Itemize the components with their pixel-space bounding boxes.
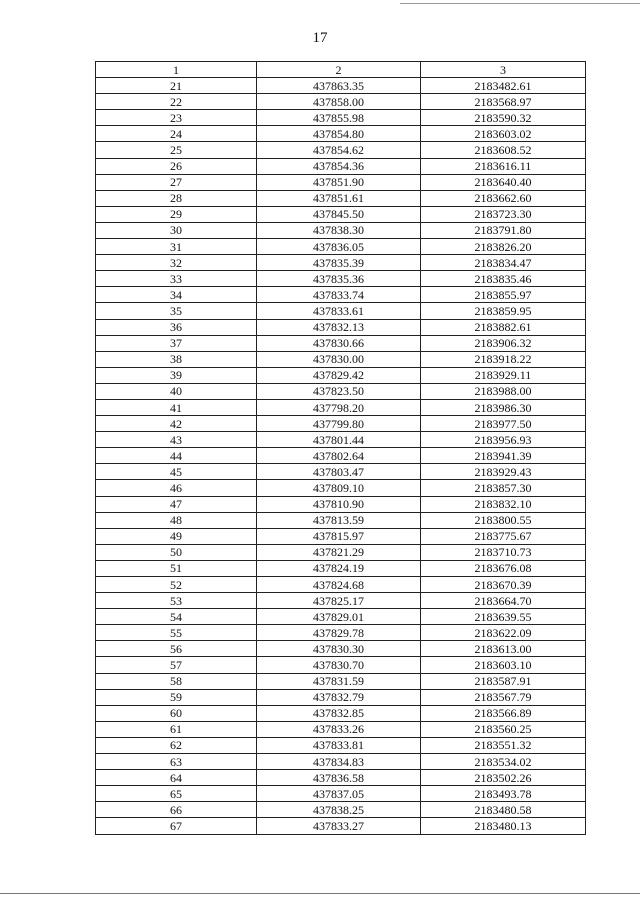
table-row bbox=[96, 818, 586, 834]
row-y-cell: 2183832.10 bbox=[421, 496, 586, 512]
table-row bbox=[96, 657, 586, 673]
row-x-cell: 437830.00 bbox=[257, 351, 421, 367]
row-y-cell: 2183551.32 bbox=[421, 737, 586, 753]
row-y-cell: 2183480.58 bbox=[421, 802, 586, 818]
row-point-cell: 66 bbox=[96, 802, 257, 818]
table-row bbox=[96, 432, 586, 448]
row-y-cell: 2183587.91 bbox=[421, 673, 586, 689]
row-point-cell: 64 bbox=[96, 770, 257, 786]
row-y-cell: 2183941.39 bbox=[421, 448, 586, 464]
table-row bbox=[96, 593, 586, 609]
row-point-cell: 24 bbox=[96, 126, 257, 142]
table-row bbox=[96, 577, 586, 593]
table-row bbox=[96, 174, 586, 190]
row-point-cell: 25 bbox=[96, 142, 257, 158]
row-point-cell: 39 bbox=[96, 367, 257, 383]
row-y-cell: 2183918.22 bbox=[421, 351, 586, 367]
row-x-cell: 437802.64 bbox=[257, 448, 421, 464]
row-x-cell: 437854.80 bbox=[257, 126, 421, 142]
row-x-cell: 437799.80 bbox=[257, 416, 421, 432]
row-point-cell: 44 bbox=[96, 448, 257, 464]
row-point-cell: 58 bbox=[96, 673, 257, 689]
table-row bbox=[96, 464, 586, 480]
row-y-cell: 2183480.13 bbox=[421, 818, 586, 834]
row-x-cell: 437824.19 bbox=[257, 560, 421, 576]
row-x-cell: 437821.29 bbox=[257, 544, 421, 560]
row-point-cell: 45 bbox=[96, 464, 257, 480]
row-point-cell: 43 bbox=[96, 432, 257, 448]
table-row bbox=[96, 641, 586, 657]
table-row bbox=[96, 673, 586, 689]
table-row bbox=[96, 94, 586, 110]
table-row bbox=[96, 544, 586, 560]
row-x-cell: 437835.36 bbox=[257, 271, 421, 287]
table-row bbox=[96, 383, 586, 399]
row-x-cell: 437832.85 bbox=[257, 705, 421, 721]
page-number: 17 bbox=[312, 30, 328, 46]
row-point-cell: 60 bbox=[96, 705, 257, 721]
row-point-cell: 37 bbox=[96, 335, 257, 351]
row-y-cell: 2183664.70 bbox=[421, 593, 586, 609]
row-y-cell: 2183567.79 bbox=[421, 689, 586, 705]
row-x-cell: 437833.74 bbox=[257, 287, 421, 303]
row-x-cell: 437830.30 bbox=[257, 641, 421, 657]
row-y-cell: 2183775.67 bbox=[421, 528, 586, 544]
row-x-cell: 437838.30 bbox=[257, 222, 421, 238]
row-x-cell: 437829.42 bbox=[257, 367, 421, 383]
row-x-cell: 437854.62 bbox=[257, 142, 421, 158]
table-row bbox=[96, 512, 586, 528]
table-row bbox=[96, 222, 586, 238]
row-point-cell: 56 bbox=[96, 641, 257, 657]
row-y-cell: 2183882.61 bbox=[421, 319, 586, 335]
row-point-cell: 22 bbox=[96, 94, 257, 110]
row-y-cell: 2183929.11 bbox=[421, 367, 586, 383]
row-point-cell: 30 bbox=[96, 222, 257, 238]
table-row bbox=[96, 625, 586, 641]
table-row bbox=[96, 480, 586, 496]
row-x-cell: 437836.05 bbox=[257, 239, 421, 255]
row-x-cell: 437833.81 bbox=[257, 737, 421, 753]
row-y-cell: 2183670.39 bbox=[421, 577, 586, 593]
row-x-cell: 437809.10 bbox=[257, 480, 421, 496]
row-y-cell: 2183800.55 bbox=[421, 512, 586, 528]
row-point-cell: 35 bbox=[96, 303, 257, 319]
table-row bbox=[96, 737, 586, 753]
table-row bbox=[96, 528, 586, 544]
row-x-cell: 437830.66 bbox=[257, 335, 421, 351]
row-x-cell: 437833.61 bbox=[257, 303, 421, 319]
row-y-cell: 2183566.89 bbox=[421, 705, 586, 721]
table-row bbox=[96, 126, 586, 142]
row-x-cell: 437833.26 bbox=[257, 721, 421, 737]
table-row bbox=[96, 271, 586, 287]
row-x-cell: 437851.90 bbox=[257, 174, 421, 190]
row-y-cell: 2183590.32 bbox=[421, 110, 586, 126]
table-row bbox=[96, 705, 586, 721]
table-header-row bbox=[96, 62, 586, 78]
row-x-cell: 437825.17 bbox=[257, 593, 421, 609]
row-x-cell: 437830.70 bbox=[257, 657, 421, 673]
row-point-cell: 47 bbox=[96, 496, 257, 512]
row-point-cell: 23 bbox=[96, 110, 257, 126]
row-point-cell: 53 bbox=[96, 593, 257, 609]
row-point-cell: 55 bbox=[96, 625, 257, 641]
row-x-cell: 437824.68 bbox=[257, 577, 421, 593]
row-point-cell: 40 bbox=[96, 383, 257, 399]
row-y-cell: 2183986.30 bbox=[421, 399, 586, 415]
row-point-cell: 48 bbox=[96, 512, 257, 528]
row-y-cell: 2183482.61 bbox=[421, 78, 586, 94]
row-point-cell: 34 bbox=[96, 287, 257, 303]
row-point-cell: 59 bbox=[96, 689, 257, 705]
row-x-cell: 437854.36 bbox=[257, 158, 421, 174]
row-point-cell: 27 bbox=[96, 174, 257, 190]
row-y-cell: 2183502.26 bbox=[421, 770, 586, 786]
row-point-cell: 63 bbox=[96, 754, 257, 770]
table-row bbox=[96, 770, 586, 786]
row-y-cell: 2183616.11 bbox=[421, 158, 586, 174]
row-y-cell: 2183622.09 bbox=[421, 625, 586, 641]
table-row bbox=[96, 754, 586, 770]
row-y-cell: 2183857.30 bbox=[421, 480, 586, 496]
row-y-cell: 2183710.73 bbox=[421, 544, 586, 560]
row-point-cell: 31 bbox=[96, 239, 257, 255]
row-x-cell: 437803.47 bbox=[257, 464, 421, 480]
row-x-cell: 437815.97 bbox=[257, 528, 421, 544]
row-point-cell: 61 bbox=[96, 721, 257, 737]
row-point-cell: 42 bbox=[96, 416, 257, 432]
table-row bbox=[96, 335, 586, 351]
table-row bbox=[96, 303, 586, 319]
table-row bbox=[96, 786, 586, 802]
row-point-cell: 32 bbox=[96, 255, 257, 271]
row-x-cell: 437863.35 bbox=[257, 78, 421, 94]
row-point-cell: 67 bbox=[96, 818, 257, 834]
top-edge-rule bbox=[400, 3, 640, 4]
row-x-cell: 437832.13 bbox=[257, 319, 421, 335]
row-x-cell: 437845.50 bbox=[257, 206, 421, 222]
row-y-cell: 2183613.00 bbox=[421, 641, 586, 657]
row-y-cell: 2183676.08 bbox=[421, 560, 586, 576]
row-y-cell: 2183493.78 bbox=[421, 786, 586, 802]
header-cell-point: 1 bbox=[96, 62, 257, 78]
header-cell-y: 3 bbox=[421, 62, 586, 78]
table-row bbox=[96, 351, 586, 367]
row-y-cell: 2183639.55 bbox=[421, 609, 586, 625]
table-row bbox=[96, 110, 586, 126]
table-row bbox=[96, 399, 586, 415]
row-y-cell: 2183662.60 bbox=[421, 190, 586, 206]
table-row bbox=[96, 78, 586, 94]
table-row bbox=[96, 142, 586, 158]
table-body bbox=[96, 62, 586, 835]
row-x-cell: 437835.39 bbox=[257, 255, 421, 271]
row-y-cell: 2183640.40 bbox=[421, 174, 586, 190]
table-row bbox=[96, 287, 586, 303]
row-x-cell: 437801.44 bbox=[257, 432, 421, 448]
row-point-cell: 28 bbox=[96, 190, 257, 206]
row-y-cell: 2183534.02 bbox=[421, 754, 586, 770]
row-y-cell: 2183791.80 bbox=[421, 222, 586, 238]
table-row bbox=[96, 496, 586, 512]
row-x-cell: 437829.78 bbox=[257, 625, 421, 641]
table-row bbox=[96, 158, 586, 174]
row-y-cell: 2183956.93 bbox=[421, 432, 586, 448]
row-point-cell: 21 bbox=[96, 78, 257, 94]
row-point-cell: 38 bbox=[96, 351, 257, 367]
row-point-cell: 46 bbox=[96, 480, 257, 496]
coordinates-table bbox=[95, 61, 586, 835]
table-row bbox=[96, 802, 586, 818]
row-y-cell: 2183826.20 bbox=[421, 239, 586, 255]
row-x-cell: 437851.61 bbox=[257, 190, 421, 206]
table-row bbox=[96, 190, 586, 206]
table-row bbox=[96, 319, 586, 335]
row-y-cell: 2183835.46 bbox=[421, 271, 586, 287]
row-point-cell: 36 bbox=[96, 319, 257, 335]
row-y-cell: 2183603.02 bbox=[421, 126, 586, 142]
row-point-cell: 57 bbox=[96, 657, 257, 673]
row-point-cell: 41 bbox=[96, 399, 257, 415]
table-row bbox=[96, 239, 586, 255]
row-x-cell: 437858.00 bbox=[257, 94, 421, 110]
table-row bbox=[96, 689, 586, 705]
table-row bbox=[96, 206, 586, 222]
table-row bbox=[96, 367, 586, 383]
row-y-cell: 2183723.30 bbox=[421, 206, 586, 222]
row-x-cell: 437838.25 bbox=[257, 802, 421, 818]
row-point-cell: 51 bbox=[96, 560, 257, 576]
table-row bbox=[96, 255, 586, 271]
row-point-cell: 50 bbox=[96, 544, 257, 560]
row-x-cell: 437832.79 bbox=[257, 689, 421, 705]
row-x-cell: 437823.50 bbox=[257, 383, 421, 399]
row-point-cell: 26 bbox=[96, 158, 257, 174]
row-y-cell: 2183906.32 bbox=[421, 335, 586, 351]
row-point-cell: 49 bbox=[96, 528, 257, 544]
row-point-cell: 52 bbox=[96, 577, 257, 593]
row-y-cell: 2183834.47 bbox=[421, 255, 586, 271]
row-y-cell: 2183560.25 bbox=[421, 721, 586, 737]
row-y-cell: 2183977.50 bbox=[421, 416, 586, 432]
row-y-cell: 2183988.00 bbox=[421, 383, 586, 399]
table-row bbox=[96, 448, 586, 464]
table-row bbox=[96, 560, 586, 576]
row-y-cell: 2183608.52 bbox=[421, 142, 586, 158]
row-x-cell: 437798.20 bbox=[257, 399, 421, 415]
table-row bbox=[96, 416, 586, 432]
row-x-cell: 437831.59 bbox=[257, 673, 421, 689]
row-point-cell: 62 bbox=[96, 737, 257, 753]
row-y-cell: 2183855.97 bbox=[421, 287, 586, 303]
row-y-cell: 2183929.43 bbox=[421, 464, 586, 480]
header-cell-x: 2 bbox=[257, 62, 421, 78]
row-x-cell: 437833.27 bbox=[257, 818, 421, 834]
row-x-cell: 437855.98 bbox=[257, 110, 421, 126]
table-row bbox=[96, 721, 586, 737]
row-point-cell: 65 bbox=[96, 786, 257, 802]
row-y-cell: 2183568.97 bbox=[421, 94, 586, 110]
row-x-cell: 437837.05 bbox=[257, 786, 421, 802]
row-point-cell: 29 bbox=[96, 206, 257, 222]
row-x-cell: 437810.90 bbox=[257, 496, 421, 512]
table-row bbox=[96, 609, 586, 625]
bottom-edge-rule bbox=[0, 893, 640, 894]
row-y-cell: 2183859.95 bbox=[421, 303, 586, 319]
row-x-cell: 437813.59 bbox=[257, 512, 421, 528]
row-x-cell: 437829.01 bbox=[257, 609, 421, 625]
row-x-cell: 437834.83 bbox=[257, 754, 421, 770]
row-x-cell: 437836.58 bbox=[257, 770, 421, 786]
row-y-cell: 2183603.10 bbox=[421, 657, 586, 673]
row-point-cell: 54 bbox=[96, 609, 257, 625]
row-point-cell: 33 bbox=[96, 271, 257, 287]
